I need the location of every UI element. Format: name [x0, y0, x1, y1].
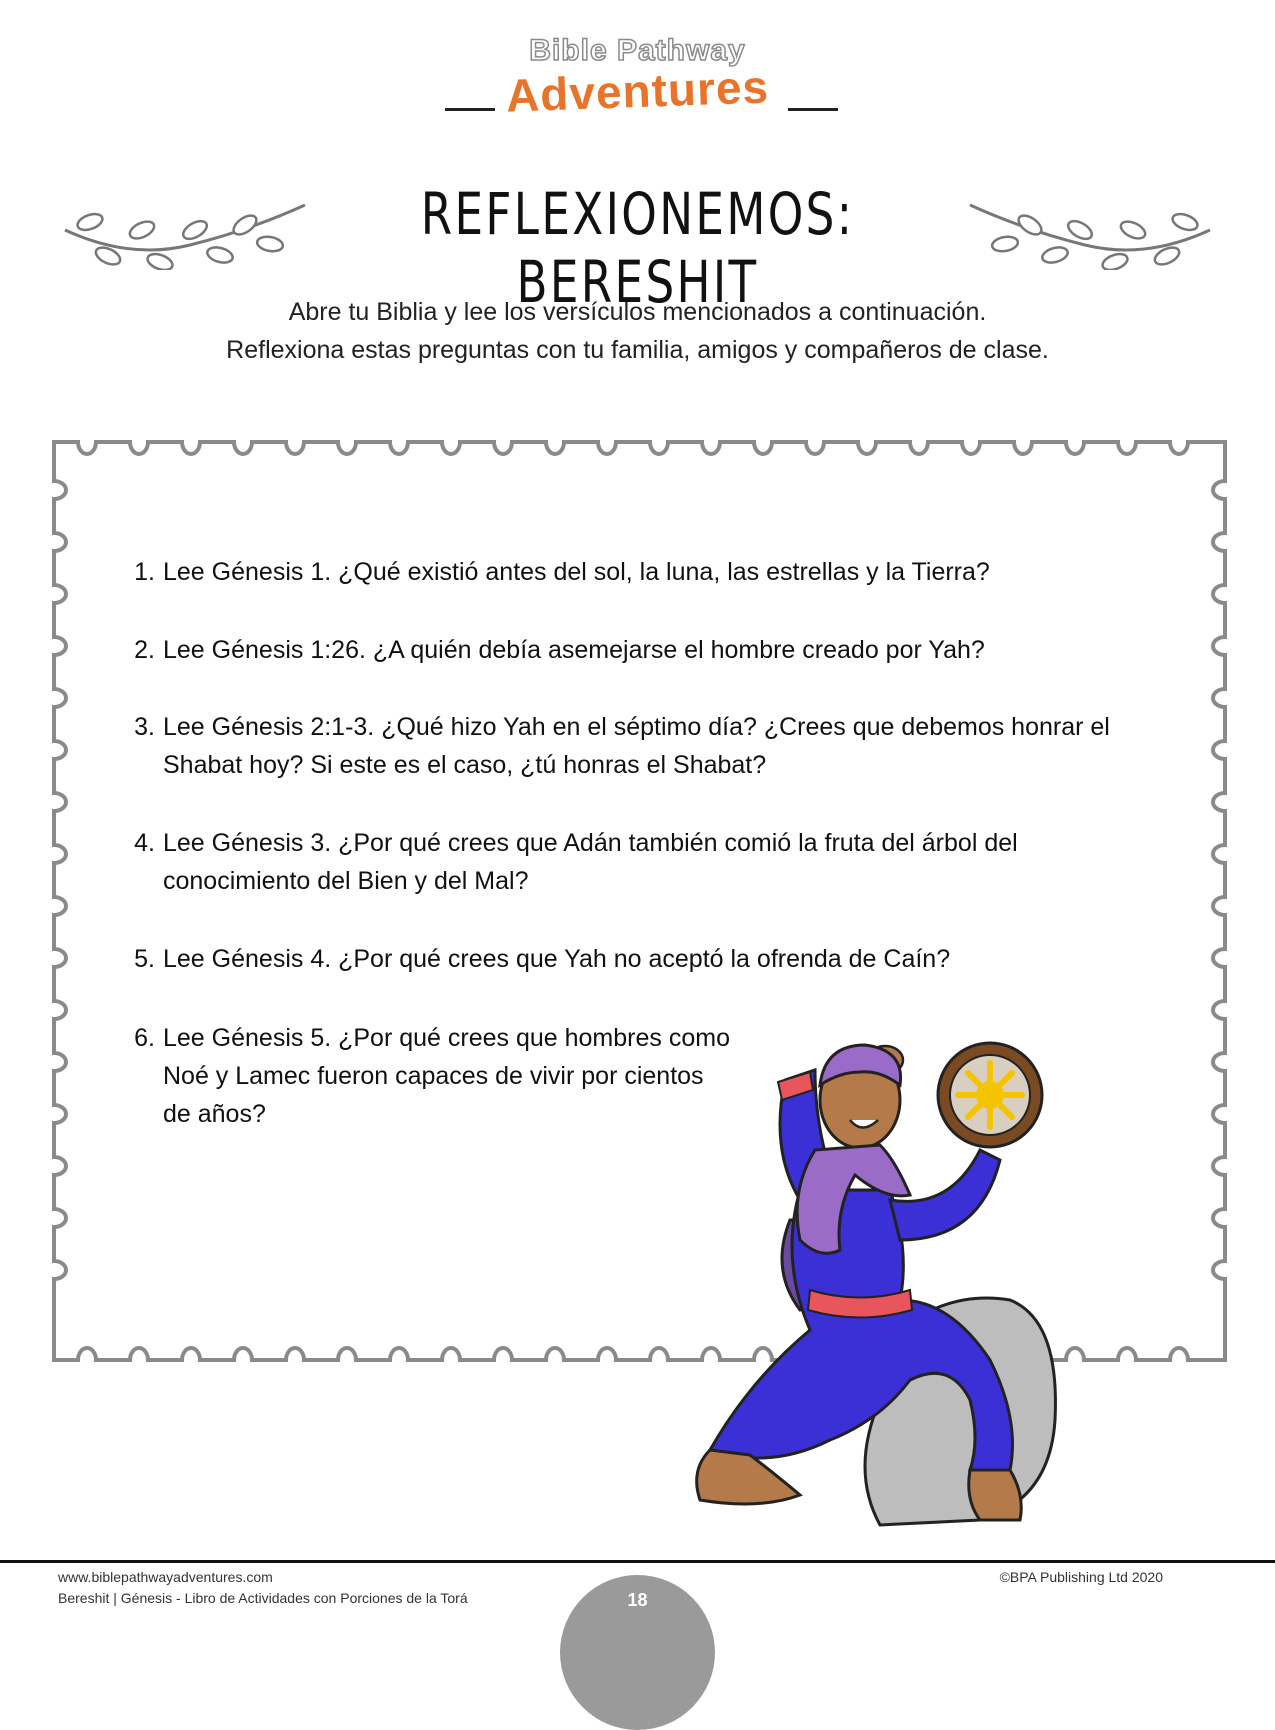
- page-number: 18: [627, 1590, 648, 1610]
- frame-loop: [1170, 1348, 1188, 1362]
- frame-loop: [1213, 1001, 1227, 1019]
- frame-loop: [546, 1348, 564, 1362]
- frame-loop: [78, 1348, 96, 1362]
- logo-text-bottom: Adventures: [505, 60, 770, 122]
- frame-loop: [1213, 1053, 1227, 1071]
- frame-loop: [286, 1348, 304, 1362]
- question-item: [125, 553, 1185, 591]
- frame-loop: [390, 1348, 408, 1362]
- page-title: REFLEXIONEMOS: BERESHIT: [420, 180, 855, 316]
- question-text-line: de años?: [163, 1100, 266, 1128]
- frame-loop: [1170, 440, 1188, 454]
- logo-text-top: Bible Pathway: [529, 34, 746, 67]
- frame-loop: [234, 440, 252, 454]
- frame-loop: [546, 440, 564, 454]
- frame-loop: [52, 741, 66, 759]
- frame-loop: [52, 1001, 66, 1019]
- question-item: [125, 708, 1185, 784]
- frame-loop: [1213, 1157, 1227, 1175]
- frame-loop: [52, 1105, 66, 1123]
- frame-loop: [858, 440, 876, 454]
- frame-loop: [78, 440, 96, 454]
- question-text-line: conocimiento del Bien y del Mal?: [163, 867, 529, 895]
- question-text-line: Lee Génesis 5. ¿Por qué crees que hombres como: [163, 1024, 730, 1052]
- question-text-line: Lee Génesis 4. ¿Por qué crees que Yah no aceptó la ofrenda de Caín?: [163, 945, 951, 973]
- frame-loop: [52, 949, 66, 967]
- frame-loop: [182, 440, 200, 454]
- question-number: 4.: [134, 829, 155, 857]
- question-text-line: Lee Génesis 3. ¿Por qué crees que Adán también comió la fruta del árbol del: [163, 829, 1018, 857]
- frame-loop: [234, 1348, 252, 1362]
- frame-loop: [754, 440, 772, 454]
- frame-loop: [52, 897, 66, 915]
- frame-loop: [1213, 533, 1227, 551]
- frame-loop: [52, 845, 66, 863]
- frame-loop: [52, 689, 66, 707]
- frame-loop: [1213, 637, 1227, 655]
- question-text-line: Shabat hoy? Si este es el caso, ¿tú honras el Shabat?: [163, 751, 767, 779]
- question-number: 1.: [134, 558, 155, 586]
- frame-loop: [1066, 440, 1084, 454]
- frame-loop: [338, 440, 356, 454]
- right-leaf-branch-icon: [965, 200, 1215, 270]
- frame-loop: [52, 1157, 66, 1175]
- frame-loop: [1213, 689, 1227, 707]
- footer-book-title: Bereshit | Génesis - Libro de Actividades con Porciones de la Torá: [58, 1590, 468, 1606]
- footer-copyright: ©BPA Publishing Ltd 2020: [999, 1569, 1163, 1585]
- frame-loop: [962, 440, 980, 454]
- frame-loop: [910, 440, 928, 454]
- frame-loop: [390, 440, 408, 454]
- question-number: 5.: [134, 945, 155, 973]
- frame-loop: [1213, 1209, 1227, 1227]
- frame-loop: [442, 1348, 460, 1362]
- question-text-line: Lee Génesis 2:1-3. ¿Qué hizo Yah en el séptimo día? ¿Crees que debemos honrar el: [163, 713, 1110, 741]
- question-number: 2.: [134, 636, 155, 664]
- frame-loop: [52, 1261, 66, 1279]
- footer-website: www.biblepathwayadventures.com: [58, 1569, 273, 1585]
- frame-loop: [1213, 897, 1227, 915]
- question-text-line: Lee Génesis 1. ¿Qué existió antes del sol, la luna, las estrellas y la Tierra?: [163, 558, 990, 586]
- frame-loop: [182, 1348, 200, 1362]
- footer-rule: [0, 1560, 1275, 1563]
- frame-loop: [650, 440, 668, 454]
- question-text-line: Lee Génesis 1:26. ¿A quién debía asemejarse el hombre creado por Yah?: [163, 636, 985, 664]
- frame-loop: [52, 637, 66, 655]
- question-item: [125, 940, 1185, 978]
- intro-line-1: Abre tu Biblia y lee los versículos mencionados a continuación.: [288, 298, 987, 326]
- question-item: [125, 631, 1185, 669]
- frame-loop: [598, 440, 616, 454]
- question-number: 3.: [134, 713, 155, 741]
- frame-loop: [1213, 1105, 1227, 1123]
- frame-loop: [52, 585, 66, 603]
- frame-loop: [494, 1348, 512, 1362]
- question-item: [125, 824, 1185, 900]
- question-text-line: Noé y Lamec fueron capaces de vivir por cientos: [163, 1062, 704, 1090]
- frame-loop: [52, 793, 66, 811]
- frame-loop: [130, 440, 148, 454]
- frame-loop: [806, 440, 824, 454]
- frame-loop: [1213, 845, 1227, 863]
- frame-loop: [1213, 949, 1227, 967]
- frame-loop: [338, 1348, 356, 1362]
- frame-loop: [494, 440, 512, 454]
- miriam-with-timbrel-illustration: [650, 1000, 1090, 1545]
- frame-loop: [1213, 741, 1227, 759]
- question-number: 6.: [134, 1024, 155, 1052]
- frame-loop: [1213, 793, 1227, 811]
- frame-loop: [52, 533, 66, 551]
- frame-loop: [1118, 440, 1136, 454]
- frame-loop: [52, 1053, 66, 1071]
- frame-loop: [286, 440, 304, 454]
- frame-loop: [52, 481, 66, 499]
- left-leaf-branch-icon: [60, 200, 310, 270]
- frame-loop: [442, 440, 460, 454]
- frame-loop: [1118, 1348, 1136, 1362]
- intro-line-2: Reflexiona estas preguntas con tu familia, amigos y compañeros de clase.: [226, 336, 1049, 364]
- frame-loop: [130, 1348, 148, 1362]
- frame-loop: [702, 440, 720, 454]
- frame-loop: [1213, 585, 1227, 603]
- frame-loop: [1213, 481, 1227, 499]
- frame-loop: [1014, 440, 1032, 454]
- frame-loop: [1213, 1261, 1227, 1279]
- frame-loop: [52, 1209, 66, 1227]
- frame-loop: [598, 1348, 616, 1362]
